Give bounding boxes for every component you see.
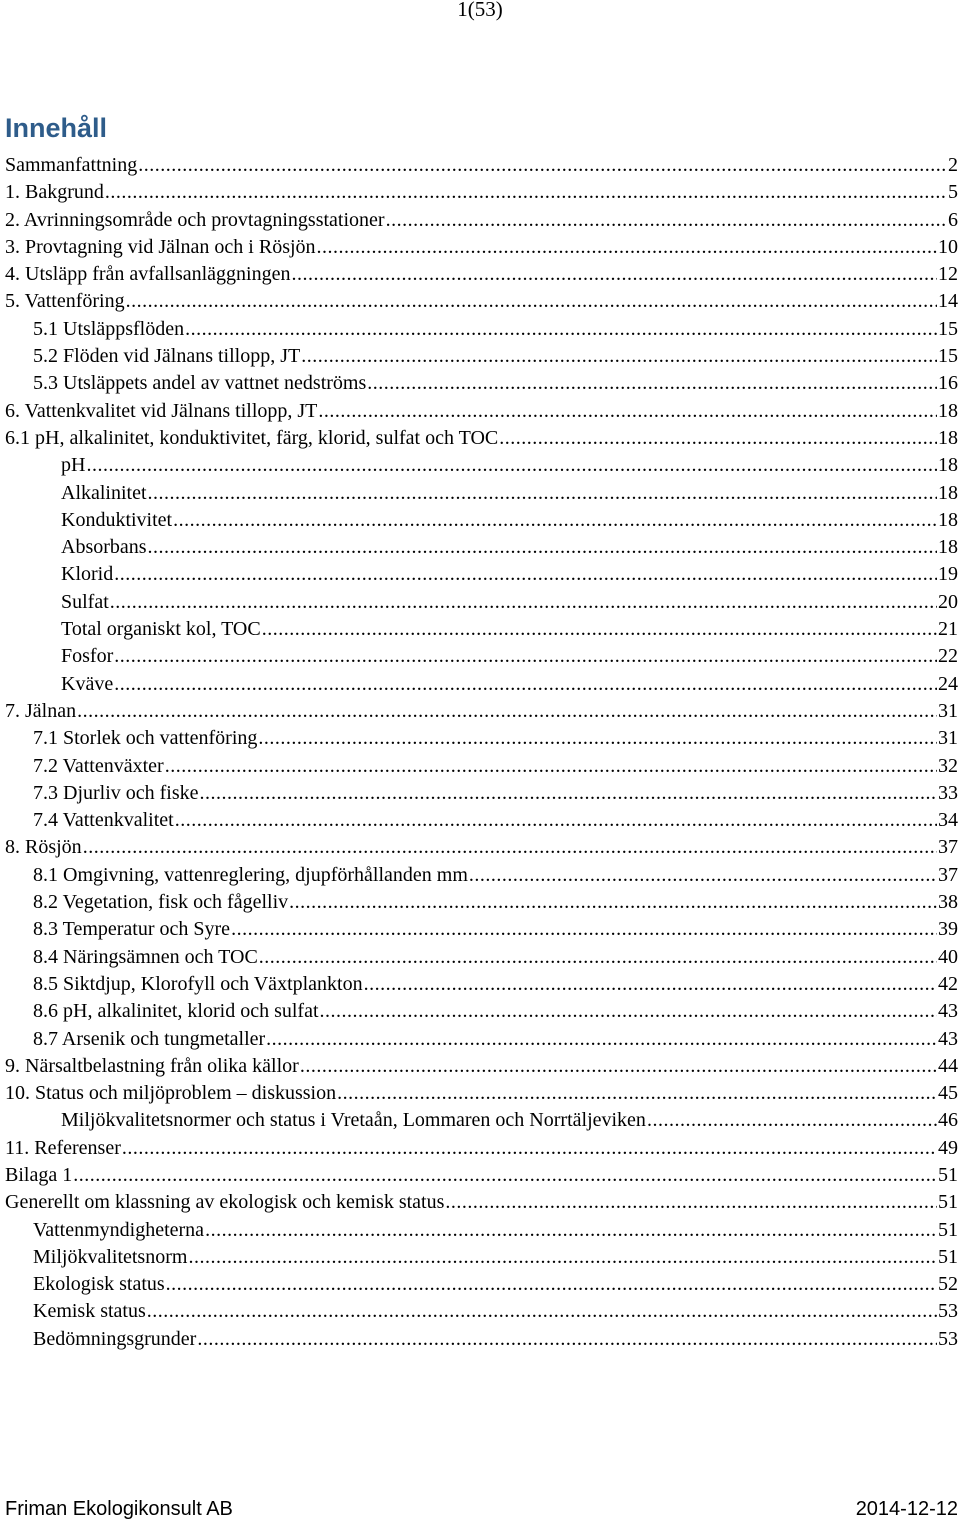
toc-entry-page: 51 <box>938 1218 958 1241</box>
toc-entry[interactable] <box>5 671 958 698</box>
toc-dot-leader <box>83 834 937 861</box>
toc-dot-leader <box>175 807 937 834</box>
toc-dot-leader <box>367 370 937 397</box>
toc-entry-page: 22 <box>938 645 958 668</box>
toc-dot-leader <box>200 780 937 807</box>
toc-entry[interactable] <box>5 1189 958 1216</box>
toc-entry-title: 11. Referenser <box>5 1136 121 1159</box>
toc-dot-leader <box>318 398 937 425</box>
toc-dot-leader <box>105 179 947 206</box>
toc-entry-page: 20 <box>938 590 958 613</box>
toc-entry-title: Absorbans <box>61 536 147 559</box>
toc-entry[interactable] <box>5 616 958 643</box>
toc-entry-title: 3. Provtagning vid Jälnan och i Rösjön <box>5 235 316 258</box>
toc-entry[interactable] <box>5 1298 958 1325</box>
toc-dot-leader <box>291 261 937 288</box>
toc-entry-page: 31 <box>938 727 958 750</box>
toc-entry-page: 43 <box>938 1000 958 1023</box>
toc-entry[interactable] <box>5 780 958 807</box>
toc-entry-page: 2 <box>948 154 958 176</box>
toc-dot-leader <box>86 452 937 479</box>
toc-entry-page: 40 <box>938 945 958 968</box>
toc-entry-title: pH <box>61 454 86 477</box>
toc-entry[interactable] <box>5 179 958 206</box>
toc-entry-title: 8.4 Näringsämnen och TOC <box>33 945 258 968</box>
page-number: 1(53) <box>457 0 503 21</box>
toc-entry-page: 37 <box>938 836 958 859</box>
toc-entry-title: 2. Avrinningsområde och provtagningsstationer <box>5 208 385 231</box>
toc-entry[interactable] <box>5 507 958 534</box>
toc-entry-page: 15 <box>938 317 958 340</box>
toc-entry-title: 8.5 Siktdjup, Klorofyll och Växtplankton <box>33 972 363 995</box>
toc-entry[interactable] <box>5 1326 958 1353</box>
toc-entry[interactable] <box>5 1244 958 1271</box>
toc-entry-page: 18 <box>938 508 958 531</box>
toc-entry-page: 24 <box>938 672 958 695</box>
toc-entry-page: 53 <box>938 1327 958 1350</box>
toc-entry[interactable] <box>5 561 958 588</box>
toc-dot-leader <box>647 1107 937 1134</box>
toc-entry-title: Konduktivitet <box>61 508 173 531</box>
toc-entry-page: 15 <box>938 345 958 368</box>
toc-entry-title: 6. Vattenkvalitet vid Jälnans tillopp, JT <box>5 399 318 422</box>
toc-entry-page: 18 <box>938 536 958 559</box>
toc-entry-page: 21 <box>938 618 958 641</box>
toc-entry-title: 8.2 Vegetation, fisk och fågelliv <box>33 891 289 914</box>
toc-entry-title: Alkalinitet <box>61 481 147 504</box>
page-footer <box>5 1498 958 1521</box>
toc-entry-title: Sulfat <box>61 590 109 613</box>
toc-entry-page: 31 <box>938 699 958 722</box>
toc-dot-leader <box>148 480 937 507</box>
toc-entry-title: Miljökvalitetsnorm <box>33 1245 188 1268</box>
toc-dot-leader <box>166 1271 937 1298</box>
toc-dot-leader <box>231 916 937 943</box>
toc-entry-page: 18 <box>938 426 958 449</box>
toc-entry-title: Miljökvalitetsnormer och status i Vretaån, Lommaren och Norrtäljeviken <box>61 1109 646 1132</box>
toc-entry-page: 19 <box>938 563 958 586</box>
toc-dot-leader <box>173 507 937 534</box>
toc-entry-title: 10. Status och miljöproblem – diskussion <box>5 1082 337 1105</box>
toc-entry[interactable] <box>5 753 958 780</box>
toc-entry[interactable] <box>5 1162 958 1189</box>
toc-entry[interactable] <box>5 343 958 370</box>
toc-heading: Innehåll <box>5 113 108 143</box>
toc-dot-leader <box>147 1298 937 1325</box>
toc-entry-title: 7.4 Vattenkvalitet <box>33 809 174 832</box>
toc-entry-title: 5.3 Utsläppets andel av vattnet nedströms <box>33 372 367 395</box>
toc-entry-page: 14 <box>938 290 958 313</box>
toc-entry[interactable] <box>5 425 958 452</box>
toc-entry[interactable] <box>5 971 958 998</box>
toc-entry-title: Bilaga 1 <box>5 1163 73 1186</box>
toc-entry-title: 5.2 Flöden vid Jälnans tillopp, JT <box>33 345 301 368</box>
toc-dot-leader <box>266 1026 937 1053</box>
toc-entry[interactable] <box>5 534 958 561</box>
toc-entry-page: 42 <box>938 972 958 995</box>
toc-entry-page: 45 <box>938 1082 958 1105</box>
toc-entry-page: 51 <box>938 1245 958 1268</box>
toc-dot-leader <box>258 725 937 752</box>
toc-entry-title: 1. Bakgrund <box>5 181 104 204</box>
toc-entry-page: 16 <box>938 372 958 395</box>
toc-entry[interactable] <box>5 288 958 315</box>
toc-entry[interactable] <box>5 370 958 397</box>
toc-entry-title: Klorid <box>61 563 114 586</box>
toc-dot-leader <box>188 1244 937 1271</box>
toc-dot-leader <box>205 1217 937 1244</box>
toc-entry-page: 38 <box>938 891 958 914</box>
toc-entry-title: 7.1 Storlek och vattenföring <box>33 727 258 750</box>
toc-entry-title: 7.2 Vattenväxter <box>33 754 164 777</box>
toc-entry[interactable] <box>5 261 958 288</box>
toc-entry[interactable] <box>5 916 958 943</box>
toc-dot-leader <box>364 971 937 998</box>
toc-dot-leader <box>499 425 937 452</box>
toc-entry[interactable] <box>5 452 958 479</box>
toc-entry[interactable] <box>5 862 958 889</box>
toc-entry-title: Generellt om klassning av ekologisk och kemisk status <box>5 1191 445 1214</box>
toc-entry[interactable] <box>5 698 958 725</box>
toc-entry-page: 5 <box>948 181 958 204</box>
toc-entry-page: 33 <box>938 781 958 804</box>
toc-dot-leader <box>148 534 937 561</box>
toc-entry[interactable] <box>5 834 958 861</box>
footer-date: 2014-12-12 <box>855 1498 958 1520</box>
toc-entry-title: 8.7 Arsenik och tungmetaller <box>33 1027 266 1050</box>
toc-dot-leader <box>138 152 947 179</box>
toc-dot-leader <box>289 889 937 916</box>
toc-dot-leader <box>262 616 937 643</box>
toc-entry-title: Vattenmyndigheterna <box>33 1218 205 1241</box>
toc-entry-title: 5.1 Utsläppsflöden <box>33 317 185 340</box>
toc-entry-page: 39 <box>938 918 958 941</box>
toc-entry-page: 18 <box>938 481 958 504</box>
toc-entry[interactable] <box>5 1135 958 1162</box>
toc-entry-page: 43 <box>938 1027 958 1050</box>
toc-entry-page: 44 <box>938 1054 958 1077</box>
toc-entry-page: 51 <box>938 1191 958 1214</box>
toc-entry-title: 8.6 pH, alkalinitet, klorid och sulfat <box>33 1000 319 1023</box>
toc-entry-page: 52 <box>938 1273 958 1296</box>
toc-entry-page: 34 <box>938 809 958 832</box>
toc-entry-page: 12 <box>938 263 958 286</box>
toc-entry-title: Kemisk status <box>33 1300 146 1323</box>
toc-entry[interactable] <box>5 998 958 1025</box>
toc-entry[interactable] <box>5 889 958 916</box>
toc-dot-leader <box>114 671 937 698</box>
toc-entry-page: 6 <box>948 208 958 231</box>
toc-dot-leader <box>126 288 937 315</box>
toc-entry-title: Total organiskt kol, TOC <box>61 618 261 641</box>
toc-entry[interactable] <box>5 398 958 425</box>
toc-entry[interactable] <box>5 207 958 234</box>
toc-entry[interactable] <box>5 480 958 507</box>
toc-entry[interactable] <box>5 807 958 834</box>
toc-entry-title: 8.3 Temperatur och Syre <box>33 918 231 941</box>
toc-entry[interactable] <box>5 1217 958 1244</box>
toc-entry-page: 18 <box>938 454 958 477</box>
toc-entry[interactable] <box>5 643 958 670</box>
toc-entry-page: 32 <box>938 754 958 777</box>
toc-dot-leader <box>185 316 937 343</box>
toc-entry[interactable] <box>5 589 958 616</box>
toc-dot-leader <box>259 944 937 971</box>
toc-dot-leader <box>77 698 937 725</box>
toc-dot-leader <box>73 1162 937 1189</box>
footer-company: Friman Ekologikonsult AB <box>5 1498 233 1520</box>
toc-entry[interactable] <box>5 1026 958 1053</box>
table-of-contents <box>5 152 958 1353</box>
toc-entry-title: Bedömningsgrunder <box>33 1327 197 1350</box>
toc-dot-leader <box>301 343 937 370</box>
toc-dot-leader <box>337 1080 937 1107</box>
toc-entry-page: 18 <box>938 399 958 422</box>
toc-entry-page: 10 <box>938 235 958 258</box>
toc-entry-title: 8. Rösjön <box>5 836 82 859</box>
toc-entry-title: 5. Vattenföring <box>5 290 125 313</box>
toc-entry[interactable] <box>5 152 958 179</box>
toc-dot-leader <box>320 998 938 1025</box>
toc-entry-title: 7.3 Djurliv och fiske <box>33 781 199 804</box>
toc-entry-page: 53 <box>938 1300 958 1323</box>
toc-entry[interactable] <box>5 725 958 752</box>
toc-entry-title: 9. Närsaltbelastning från olika källor <box>5 1054 299 1077</box>
toc-entry-title: 4. Utsläpp från avfallsanläggningen <box>5 263 291 286</box>
toc-entry-page: 49 <box>938 1136 958 1159</box>
toc-entry[interactable] <box>5 234 958 261</box>
toc-entry-title: Kväve <box>61 672 114 695</box>
toc-entry-title: 8.1 Omgivning, vattenreglering, djupförhållanden mm <box>33 863 468 886</box>
toc-entry[interactable] <box>5 1053 958 1080</box>
toc-dot-leader <box>386 207 947 234</box>
toc-entry-title: 6.1 pH, alkalinitet, konduktivitet, färg, klorid, sulfat och TOC <box>5 426 499 449</box>
toc-dot-leader <box>165 753 937 780</box>
toc-entry[interactable] <box>5 1107 958 1134</box>
toc-entry[interactable] <box>5 316 958 343</box>
toc-dot-leader <box>469 862 937 889</box>
toc-entry-title: Sammanfattning <box>5 154 138 176</box>
toc-entry-title: Fosfor <box>61 645 114 668</box>
toc-dot-leader <box>110 589 937 616</box>
toc-entry-page: 51 <box>938 1163 958 1186</box>
toc-entry-page: 46 <box>938 1109 958 1132</box>
toc-dot-leader <box>122 1135 937 1162</box>
toc-entry[interactable] <box>5 1271 958 1298</box>
toc-dot-leader <box>317 234 937 261</box>
toc-dot-leader <box>114 561 937 588</box>
toc-entry-title: Ekologisk status <box>33 1273 165 1296</box>
toc-dot-leader <box>114 643 937 670</box>
toc-dot-leader <box>300 1053 937 1080</box>
toc-dot-leader <box>445 1189 937 1216</box>
toc-entry-page: 37 <box>938 863 958 886</box>
toc-entry[interactable] <box>5 1080 958 1107</box>
toc-dot-leader <box>197 1326 937 1353</box>
toc-entry[interactable] <box>5 944 958 971</box>
toc-entry-title: 7. Jälnan <box>5 699 77 722</box>
